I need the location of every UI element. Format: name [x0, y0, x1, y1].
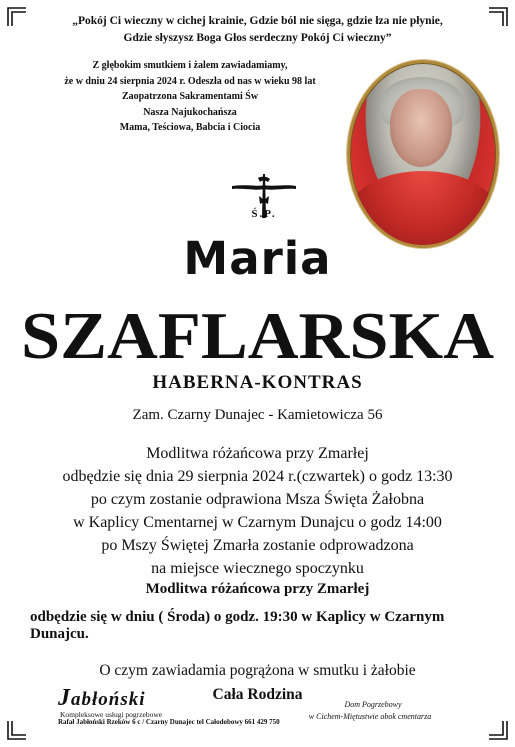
- second-prayer-title: Modlitwa różańcowa przy Zmarłej: [145, 581, 370, 597]
- quote-line: Gdzie słyszysz Boga Głos serdeczny Pokój Ci wieczny”: [123, 32, 392, 44]
- second-prayer-details: odbędzie się w dniu ( Środa) o godz. 19:30 w Kaplicy w Czarnym Dunajcu.: [30, 609, 445, 642]
- intro-line: Nasza Najukochańsza: [143, 106, 237, 118]
- funeral-home-logo: [58, 685, 238, 719]
- memorial-quote: [40, 13, 475, 47]
- service-line: Modlitwa różańcowa przy Zmarłej: [146, 445, 369, 462]
- service-line: odbędzie się dnia 29 sierpnia 2024 r.(czwartek) o godz 13:30: [62, 468, 453, 485]
- service-line: na miejsce wiecznego spoczynku: [151, 560, 364, 577]
- funeral-home-contact: Rafał Jabłoński Rzeków 6 c / Czarny Dunajec tel Całodobowy 661 429 750: [58, 718, 280, 726]
- intro-line: Z głębokim smutkiem i żalem zawiadamiamy,: [92, 60, 288, 71]
- intro-line: że w dniu 24 sierpnia 2024 r. Odeszła od nas w wieku 98 lat: [64, 75, 316, 87]
- funeral-house-note: [308, 699, 433, 723]
- service-line: po czym zostanie odprawiona Msza Święta Żałobna: [90, 491, 425, 508]
- intro-line: Mama, Teściowa, Babcia i Ciocia: [119, 122, 261, 133]
- family-signature: Cała Rodzina: [212, 686, 303, 703]
- service-line: w Kaplicy Cmentarnej w Czarnym Dunajcu o godz 14:00: [73, 514, 442, 531]
- deceased-portrait: [347, 60, 499, 248]
- portrait-face: [390, 89, 452, 167]
- corner-ornament-icon: [6, 719, 28, 741]
- logo-tagline: Kompleksowe usługi pogrzebowe: [60, 710, 163, 719]
- first-name: Maria: [183, 232, 332, 285]
- funeral-service-details: [0, 442, 515, 580]
- corner-ornament-icon: [6, 6, 28, 28]
- quote-line: „Pokój Ci wieczny w cichej krainie, Gdzie ból nie sięga, gdzie łza nie płynie,: [72, 15, 443, 27]
- service-line: po Mszy Świętej Zmarła zostanie odprowadzona: [101, 537, 414, 554]
- sp-label: Ś.P.: [251, 208, 277, 220]
- logo-wordmark: Jabłoński: [58, 685, 146, 711]
- corner-ornament-icon: [487, 719, 509, 741]
- dom-line: w Cichem-Miętustwie obok cmentarza: [308, 712, 432, 721]
- maiden-name: HABERNA-KONTRAS: [152, 372, 363, 393]
- intro-line: Zaopatrzona Sakramentami Św: [121, 91, 259, 102]
- dom-line: Dom Pogrzebowy: [344, 700, 402, 709]
- announcement-intro: [60, 58, 320, 136]
- corner-ornament-icon: [487, 6, 509, 28]
- notice-text: O czym zawiadamia pogrążona w smutku i żałobie: [99, 662, 416, 679]
- surname: SZAFLARSKA: [20, 299, 494, 373]
- address: Zam. Czarny Dunajec - Kamietowicza 56: [132, 407, 383, 423]
